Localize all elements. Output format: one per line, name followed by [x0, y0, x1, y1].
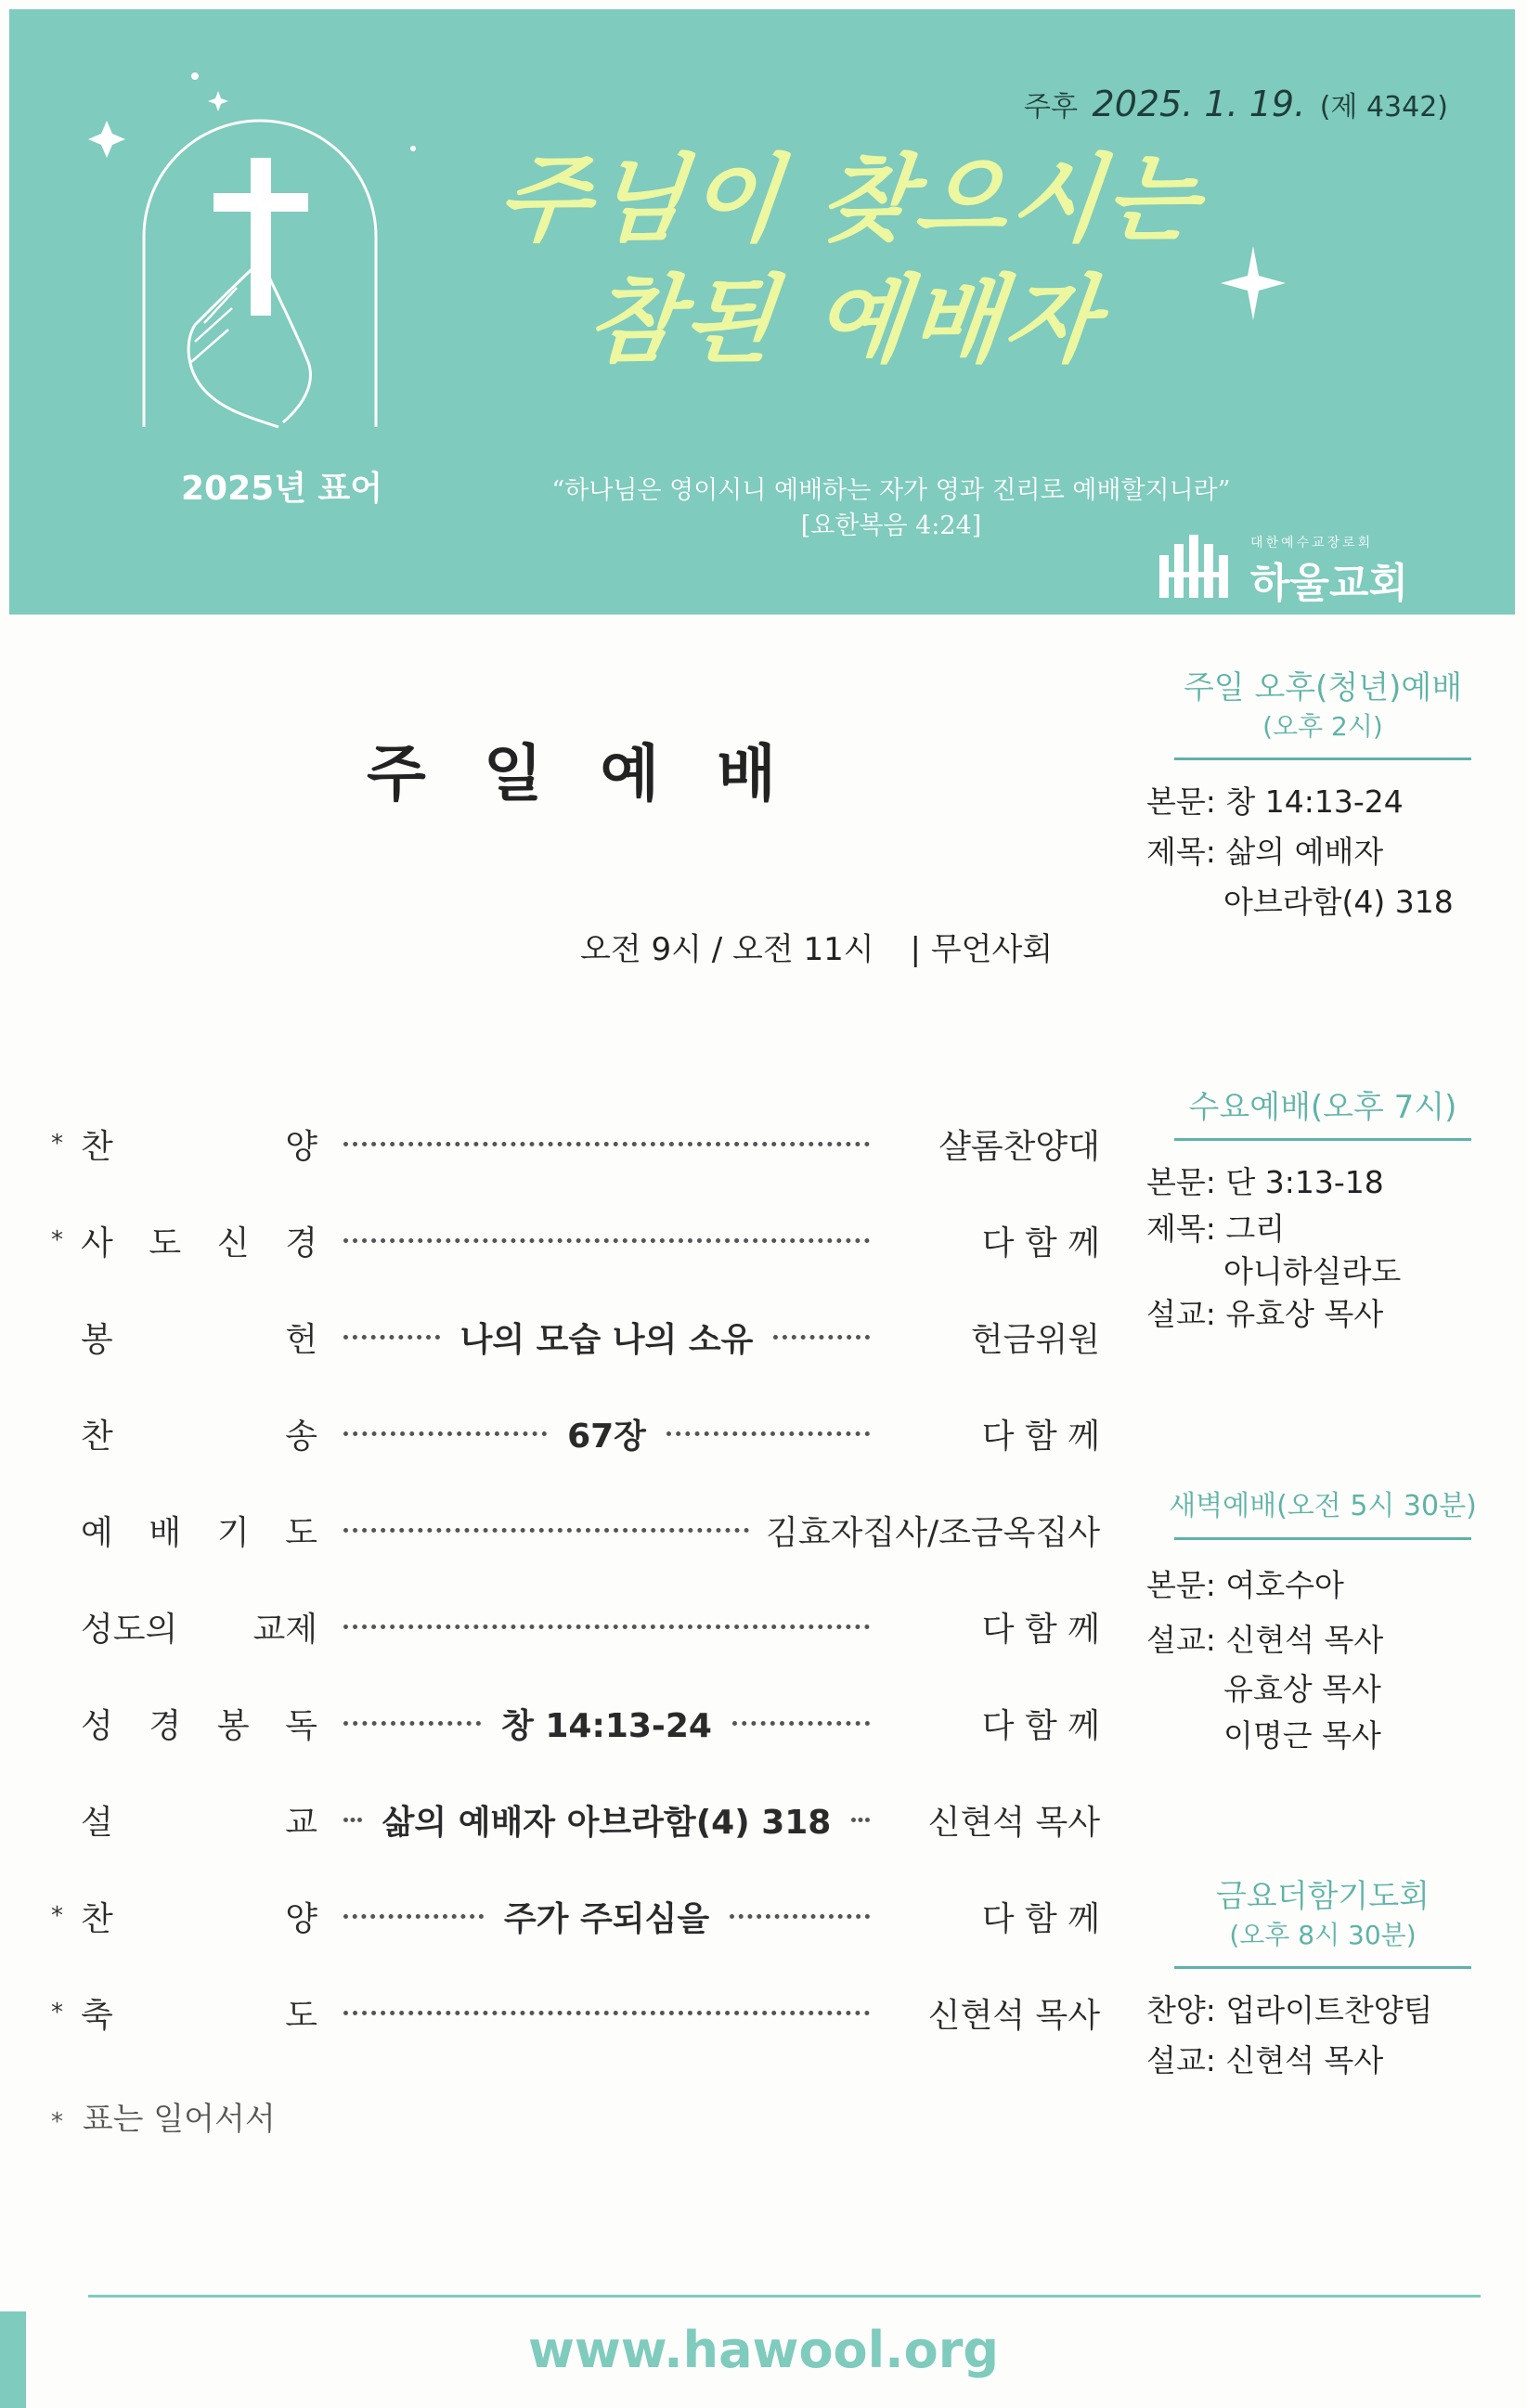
order-item-label-part: 경: [285, 1223, 317, 1262]
order-item-label-part: 사: [81, 1223, 113, 1262]
order-item-label: [81, 1217, 317, 1264]
afternoon-service-time: (오후 2시): [1262, 711, 1383, 742]
order-row: [51, 1675, 1100, 1771]
order-item-label-part: 찬: [81, 1417, 113, 1456]
dawn-service-title: 새벽예배(오전 5시 30분): [1169, 1490, 1477, 1522]
divider: [1174, 757, 1471, 760]
service-times: [580, 924, 1053, 969]
order-item-responsible: 김효자집사/조금옥집사: [766, 1513, 1100, 1552]
order-item-detail: 67장: [567, 1417, 646, 1456]
dot-leader: [343, 1914, 484, 1919]
sparkle-icon: [1221, 246, 1286, 320]
footer-divider: [88, 2295, 1481, 2298]
order-item-responsible: 샬롬찬양대: [938, 1127, 1100, 1166]
dawn-service-header: [1146, 1485, 1499, 1526]
order-item-label: [81, 1507, 317, 1554]
dawn-preacher-3: 이명근 목사: [1223, 1717, 1381, 1754]
order-item-label-part: 신: [216, 1223, 250, 1262]
friday-prayer-title: 금요더함기도회: [1216, 1878, 1430, 1915]
order-item-label-part: 양: [285, 1899, 317, 1938]
wednesday-text: 본문: 단 3:13-18: [1146, 1164, 1384, 1200]
order-item-label: [81, 1603, 317, 1651]
wednesday-service-title: 수요예배(오후 7시): [1188, 1089, 1457, 1126]
order-item-label-part: 독: [285, 1706, 317, 1745]
order-item-detail: 주가 주되심을: [503, 1899, 710, 1938]
order-item-label-part: 설: [81, 1803, 113, 1842]
wednesday-preacher: 설교: 유효상 목사: [1146, 1296, 1384, 1332]
order-item-responsible: 신현석 목사: [927, 1996, 1100, 2035]
order-item-detail: 삶의 예배자 아브라함(4) 318: [382, 1803, 832, 1842]
verse-text: “하나님은 영이시니 예배하는 자가 영과 진리로 예배할지니라”: [551, 476, 1231, 505]
order-item-label-part: 성도의: [81, 1610, 178, 1649]
wednesday-sermon-title-cont: 아니하실라도: [1223, 1253, 1402, 1289]
order-item-label: [81, 1989, 317, 2037]
header-banner: [9, 9, 1515, 615]
standing-marker: *: [51, 1130, 63, 1158]
dot-leader: [773, 1335, 870, 1340]
order-item-responsible: 다 함 께: [981, 1417, 1100, 1456]
order-row: [51, 1482, 1100, 1578]
order-item-label: [81, 1120, 317, 1168]
divider: [1174, 1537, 1471, 1540]
afternoon-service-header: [1146, 668, 1499, 746]
verse-reference: [요한복음 4:24]: [800, 511, 982, 540]
church-logo: [1158, 525, 1445, 605]
order-item-label-part: 교제: [252, 1610, 317, 1649]
afternoon-sermon-title: 제목: 삶의 예배자: [1146, 834, 1384, 870]
slogan-line-2: 참된 예배자: [581, 265, 1106, 376]
standing-note-text: 표는 일어서서: [82, 2101, 276, 2138]
afternoon-sermon-title-cont: 아브라함(4) 318: [1223, 884, 1454, 920]
sidebar-afternoon-service: [1146, 668, 1499, 927]
annual-slogan: [479, 139, 1208, 381]
order-item-label: [81, 1700, 317, 1747]
dawn-text: 본문: 여호수아: [1146, 1567, 1344, 1603]
dot-leader: [343, 1142, 870, 1146]
service-leader: 무언사회: [930, 931, 1054, 968]
order-item-label: [81, 1893, 317, 1940]
order-item-responsible: 다 함 께: [981, 1899, 1101, 1938]
dot-leader: [343, 1528, 749, 1533]
date-prefix: 주후: [1024, 91, 1078, 123]
order-row: [51, 1964, 1100, 2061]
order-item-responsible: 다 함 께: [981, 1706, 1101, 1745]
dot-leader: [343, 1818, 362, 1822]
wednesday-service-header: [1146, 1088, 1499, 1127]
order-item-label-part: 성: [81, 1706, 113, 1745]
dot-leader: [343, 1238, 870, 1243]
slogan-line-1: 주님이 찾으시는: [492, 144, 1208, 255]
order-item-label-part: 찬: [81, 1899, 113, 1938]
bulletin-date: [1024, 84, 1448, 124]
friday-prayer-header: [1146, 1877, 1499, 1955]
motto-label: 2025년 표어: [181, 470, 383, 508]
divider: [1174, 1966, 1471, 1969]
dot-leader: [730, 1914, 870, 1919]
church-logo-icon: [1158, 535, 1237, 600]
dot-leader: [343, 1431, 547, 1436]
service-times-value: 오전 9시 / 오전 11시: [580, 931, 874, 968]
order-row: [51, 1868, 1100, 1964]
friday-preacher: 설교: 신현석 목사: [1146, 2042, 1384, 2078]
friday-praise-team: 찬양: 업라이트찬양팀: [1146, 1992, 1433, 2028]
standing-marker: *: [51, 1999, 63, 2026]
order-item-label-part: 도: [149, 1223, 182, 1262]
order-row: [51, 1385, 1100, 1482]
order-row: [51, 1288, 1100, 1385]
sidebar-dawn-service: [1146, 1485, 1499, 1759]
praying-hands-cross-icon: [65, 46, 455, 473]
church-name: 하울교회: [1250, 560, 1409, 607]
standing-note-marker: *: [51, 2108, 63, 2136]
dawn-preacher-1: 설교: 신현석 목사: [1146, 1622, 1384, 1658]
order-item-label-part: 찬: [81, 1127, 113, 1166]
order-item-label-part: 봉: [81, 1320, 113, 1359]
afternoon-service-title: 주일 오후(청년)예배: [1183, 669, 1463, 706]
order-item-label-part: 봉: [216, 1706, 250, 1745]
order-row: [51, 1578, 1100, 1675]
order-row: [51, 1192, 1100, 1288]
standing-note: [51, 2093, 276, 2139]
order-row: [51, 1095, 1100, 1192]
order-item-detail: 나의 모습 나의 소유: [459, 1320, 754, 1359]
order-item-responsible: 다 함 께: [981, 1610, 1100, 1649]
friday-prayer-time: (오후 8시 30분): [1229, 1920, 1417, 1950]
order-item-label: [81, 1314, 317, 1361]
order-item-detail: 창 14:13-24: [501, 1706, 712, 1745]
order-item-responsible: 다 함 께: [981, 1223, 1100, 1262]
sidebar-friday-prayer: [1146, 1877, 1499, 2086]
sidebar-wednesday-service: [1146, 1088, 1499, 1336]
leader-separator: |: [910, 931, 921, 968]
afternoon-text: 본문: 창 14:13-24: [1146, 783, 1404, 820]
order-item-label-part: 기: [216, 1513, 250, 1552]
divider: [1174, 1138, 1471, 1141]
dot-leader: [343, 1625, 870, 1629]
dot-leader: [343, 1335, 440, 1340]
order-item-label-part: 헌: [285, 1320, 317, 1359]
worship-order-list: [51, 1095, 1100, 2061]
dot-leader: [343, 2011, 870, 2015]
order-item-label-part: 경: [149, 1706, 182, 1745]
order-item-responsible: 헌금위원: [970, 1320, 1100, 1359]
order-item-label: [81, 1796, 317, 1844]
church-website-link[interactable]: www.hawool.org: [527, 2321, 1000, 2379]
order-row: [51, 1771, 1100, 1868]
denomination-label: 대한예수교장로회: [1250, 536, 1374, 550]
dawn-preacher-2: 유효상 목사: [1223, 1671, 1381, 1707]
order-item-label-part: 도: [285, 1513, 317, 1552]
dot-leader: [732, 1721, 870, 1726]
order-item-label-part: 송: [285, 1417, 317, 1456]
issue-number: (제 4342): [1319, 91, 1448, 123]
dot-leader: [851, 1818, 870, 1822]
order-item-label-part: 교: [285, 1803, 317, 1842]
order-item-label-part: 도: [285, 1996, 317, 2035]
order-item-responsible: 신현석 목사: [927, 1803, 1100, 1842]
page-title: 주일예배: [367, 738, 835, 809]
order-item-label: [81, 1410, 317, 1457]
dot-leader: [666, 1431, 870, 1436]
standing-marker: *: [51, 1226, 63, 1254]
order-item-label-part: 배: [149, 1513, 182, 1552]
order-item-label-part: 예: [81, 1513, 113, 1552]
wednesday-sermon-title: 제목: 그리: [1146, 1210, 1286, 1247]
order-item-label-part: 양: [285, 1127, 317, 1166]
order-item-label-part: 축: [81, 1996, 113, 2035]
standing-marker: *: [51, 1902, 63, 1930]
dot-leader: [343, 1721, 481, 1726]
date-value: 2025. 1. 19.: [1092, 84, 1306, 124]
